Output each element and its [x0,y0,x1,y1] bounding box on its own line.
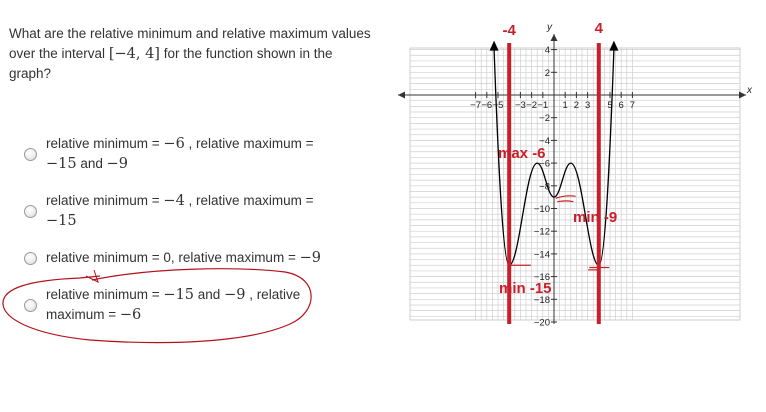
right-line-label: 4 [594,20,603,37]
min-9-annotation: min -9 [573,209,618,226]
x-tick-label: −5 [492,100,504,111]
y-tick-label: 2 [544,67,550,79]
left-line-label: -4 [502,22,516,39]
choice-4-text: relative minimum = −15 and −9 , relative maximum = −6 [46,287,301,323]
min-15-annotation: min -15 [499,280,552,297]
x-tick-label: −1 [537,100,549,111]
max-annotation: max -6 [498,145,546,162]
grid-lines [410,48,740,320]
y-tick-label: −18 [533,294,550,306]
x-axis-label: x [747,85,752,96]
radio-button-2[interactable] [24,205,37,218]
curve-arrow-right [609,41,618,51]
function-graph [380,0,766,412]
x-tick-label: 3 [584,100,591,111]
x-tick-label: 1 [562,100,568,111]
curve-arrow-left [490,41,499,51]
question-part2: for the function shown in the graph? [9,46,333,81]
question-interval: [−4, 4] [108,46,160,62]
radio-button-1[interactable] [24,148,37,161]
y-tick-label: −10 [533,204,550,215]
y-tick-label: −4 [539,135,550,147]
y-tick-label: −14 [533,249,550,261]
min-center-scribble [556,196,576,202]
x-axis-arrow-left [398,92,405,99]
y-tick-label: −12 [533,226,550,238]
choice-3-text: relative minimum = 0, relative maximum = −9 [46,250,321,266]
y-tick-label: −20 [533,317,550,329]
x-tick-label: −7 [470,100,482,111]
choice-1-text: relative minimum = −6 , relative maximum = −15 and −9 [46,136,314,172]
question-text [9,24,371,84]
question-part1: What are the relative minimum and relative maximum values over the interval [9,26,371,61]
x-tick-label: 6 [618,100,624,111]
y-tick-label: −6 [539,158,550,170]
radio-button-4[interactable] [24,299,37,312]
y-tick-label: −16 [533,272,550,284]
x-axis-arrow-right [739,92,746,99]
x-tick-label: −6 [481,100,493,111]
x-tick-label: 7 [629,100,636,111]
y-tick-label: 4 [544,45,550,57]
choice-2-text: relative minimum = −4 , relative maximum = −15 [46,193,314,229]
axes [398,34,746,324]
y-tick-label: −8 [539,181,550,193]
x-tick-label: −3 [514,100,526,111]
x-tick-label: 5 [607,100,613,111]
x-tick-label: 2 [573,100,580,111]
y-axis-label: y [547,22,552,33]
y-tick-label: −2 [539,113,550,125]
x-tick-label: −2 [526,100,538,111]
y-axis-arrow-up [551,34,558,41]
radio-button-3[interactable] [24,252,37,265]
